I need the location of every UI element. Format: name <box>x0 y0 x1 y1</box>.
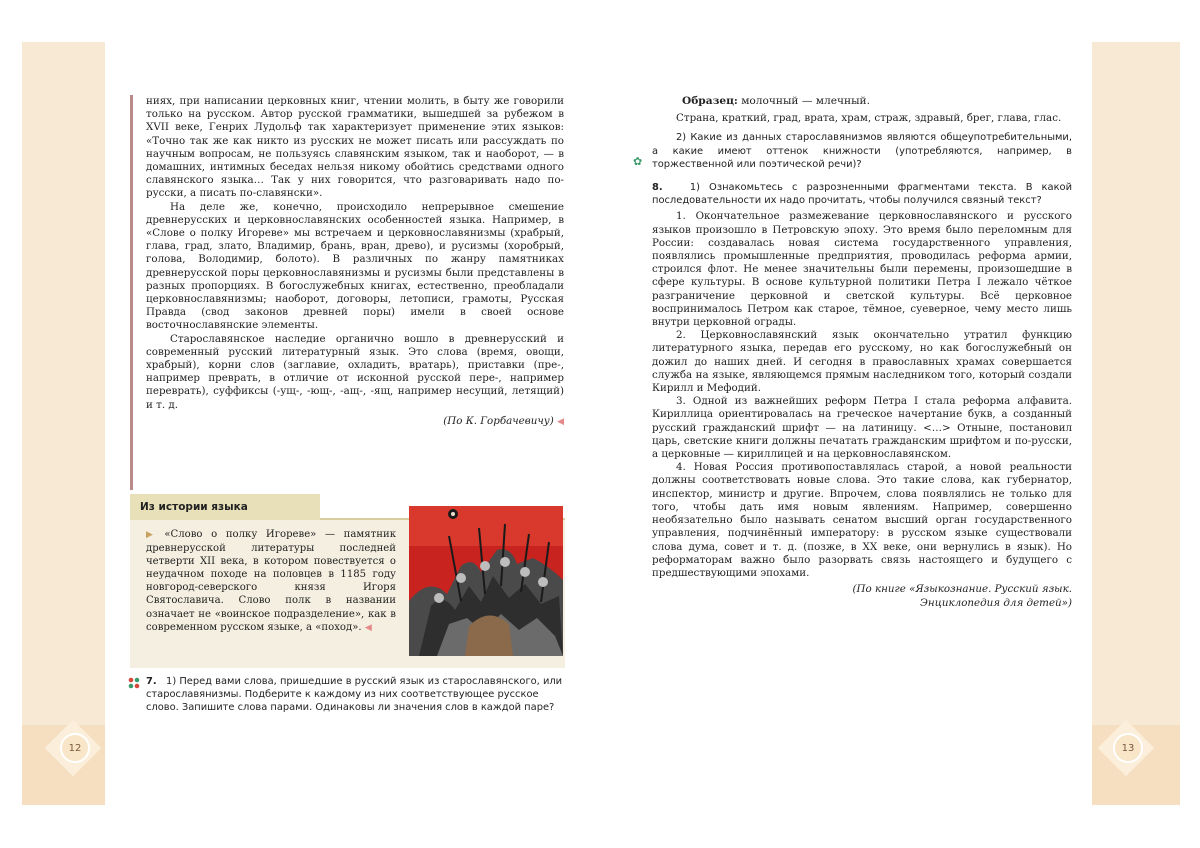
end-marker-icon: ◀ <box>365 623 372 633</box>
star-icon: ✿ <box>633 155 642 168</box>
sample-line: Образец: молочный — млечный. <box>682 95 1072 108</box>
left-text-column <box>146 95 564 429</box>
task-2: 2) Какие из данных старославянизмов являются общеупотребительными, а какие имеют оттенок книжности (употребляются, например, в торжественной или поэтической речи)? <box>652 131 1072 171</box>
left-margin-strip <box>22 42 105 802</box>
history-text: ▶ «Слово о полку Игореве» — памятник древнерусской литературы последней четверти XII века, в котором повествуется о неудачном походе на половцев в 1185 году новгород-северского князя Игоря Святославича. Слово полк в названии означает не «воинское подразделение», как в современном русском языке, а «поход». ◀ <box>146 528 396 635</box>
right-text-column <box>652 95 1072 610</box>
battle-painting <box>409 506 563 656</box>
fragment-2: 2. Церковнославянский язык окончательно утратил функцию литературного языка, передав его русскому, но как богослужебный он дожил до наших дней. И сегодня в православных храмах совершается служба на языке, являющемся прямым наследником того, который создали Кирилл и Мефодий. <box>652 329 1072 395</box>
end-marker-icon: ◀ <box>557 417 564 427</box>
page-number-right: 13 <box>1113 733 1143 763</box>
right-margin-strip <box>1092 42 1180 802</box>
word-list: Страна, краткий, град, врата, храм, страж, здравый, брег, глава, глас. <box>652 112 1072 125</box>
pointer-icon: ▶ <box>146 530 158 540</box>
fragment-3: 3. Одной из важнейших реформ Петра I стала реформа алфавита. Кириллица ориентировалась на греческое начертание букв, а созданный русский гражданский шрифт — на латиницу. <…> Отныне, постановил царь, светские книги должны печатать гражданским шрифтом и по-русски, а церковные — кириллицей и на церковнославянском. <box>652 395 1072 461</box>
fragment-4: 4. Новая Россия противопоставлялась старой, а новой реальности должны соответствовать новые слова. Это такие слова, как губернатор, инспектор, министр и другие. Впрочем, слова появлялись не только для того, чтобы дать имя новым явлениям. Например, совершенно необязательно было называть сенатом высший орган государственного управления, подчинённый императору: в русском языке существовали слова дума, совет и т. д. (позже, в XX веке, они вернулись в язык). Но реформаторам важно было разорвать связь настоящего и будущего с предшествующими эпохами. <box>652 461 1072 580</box>
paragraph: На деле же, конечно, происходило непрерывное смешение древнерусских и церковнославянских особенностей языка. Например, в «Слове о полку Игореве» мы встречаем и церковнославянизмы (храбрый, глава, град, злато, Владимир, брань, вран, древо), и русизмы (хоробрый, голова, Володимир, болото). В различных по жанру памятниках древнерусской поры церковнославянизмы и русизмы были представлены в разных пропорциях. В богослужебных книгах, естественно, преобладали церковнославянизмы; наоборот, договоры, летописи, грамоты, Русская Правда (свод законов древней поры) имели в своей основе восточнославянские элементы. <box>146 201 564 333</box>
page-number-left: 12 <box>60 733 90 763</box>
exercise-8: 8. 1) Ознакомьтесь с разрозненными фрагментами текста. В какой последовательности их надо прочитать, чтобы получился связный текст? <box>652 181 1072 207</box>
paragraph: ниях, при написании церковных книг, чтении молить, в быту же говорили только на русском. Автор русской грамматики, вышедшей за рубежом в XVII веке, Генрих Лудольф так характеризует применение этих языков: «Точно так же как никто из русских не может писать или рассуждать по научным вопросам, не пользуясь славянским языком, так и наоборот, — в домашних, интимных беседах нельзя никому обойтись средствами одного славянского языка… Так у них говорится, что разговаривать надо по-русски, а писать по-славянски». <box>146 95 564 201</box>
group-work-icon <box>128 677 140 689</box>
paragraph: Старославянское наследие органично вошло в древнерусский и современный русский литературный язык. Это слова (время, овощи, храбрый), корни слов (заглавие, охладить, вратарь), приставки (пре-, например преврать, в отличие от исконной русской пере-, например переврать), суффиксы (-ущ-, -ющ-, -ащ-, -ящ, например несущий, летящий) и т. д. <box>146 333 564 412</box>
exercise-7: 7. 1) Перед вами слова, пришедшие в русский язык из старославянского, или старославянизмы. Подберите к каждому из них соответствующее русское слово. Запишите слова парами. Одинаковы ли значения слов в каждой паре? <box>146 675 564 715</box>
quote-rule <box>130 95 133 490</box>
fragment-1: 1. Окончательное размежевание церковнославянского и русского языков произошло в Петровскую эпоху. Это время было переломным для России: создавалась новая система государственного управления, появлялись промышленные предприятия, проводилась реформа армии, строился флот. Не менее значительны были перемены, произошедшие в сфере культуры. В основе культурной политики Петра I лежало чёткое разграничение церковной и светской культуры. Всё церковное воспринималось Петром как старое, тёмное, суеверное, чему место лишь внутри церковной ограды. <box>652 210 1072 329</box>
attribution: (По К. Горбачевичу) ◀ <box>146 414 564 429</box>
history-heading: Из истории языка <box>130 494 320 520</box>
source-attribution: (По книге «Языкознание. Русский язык. Энциклопедия для детей») <box>652 582 1072 610</box>
